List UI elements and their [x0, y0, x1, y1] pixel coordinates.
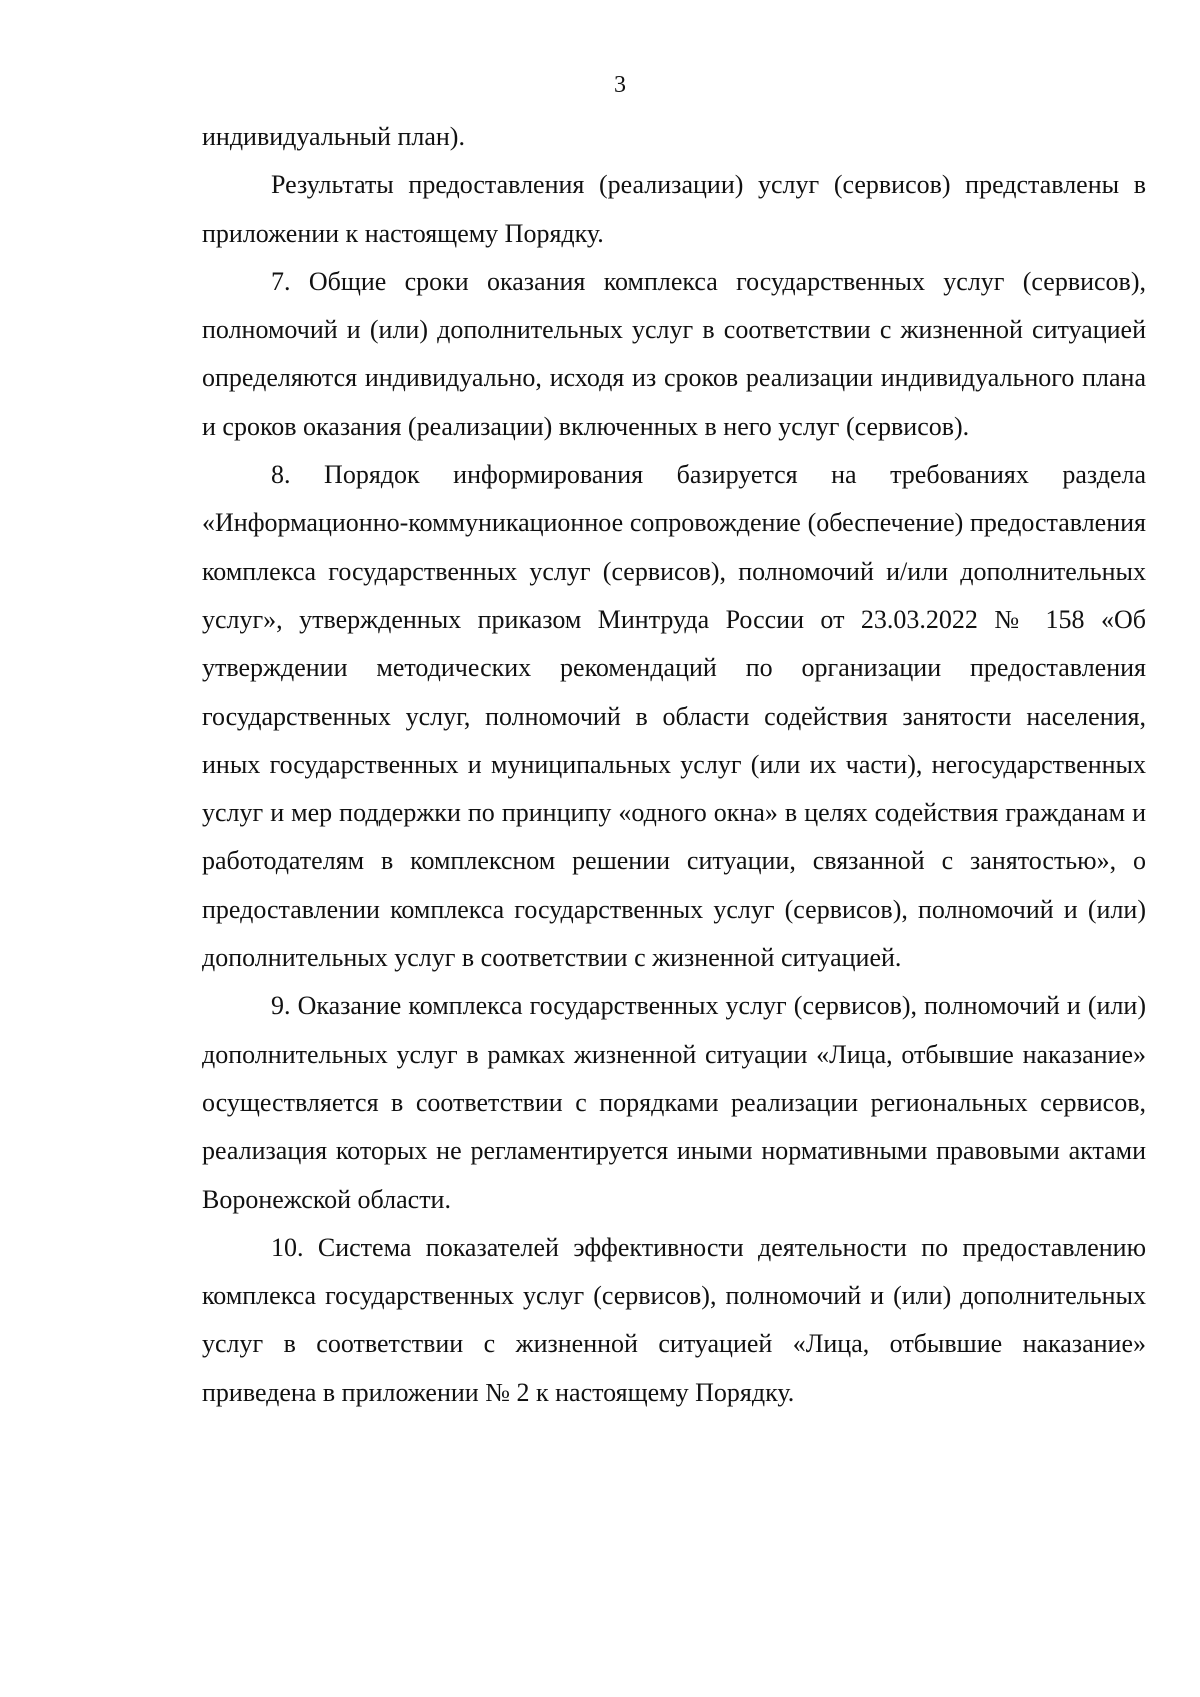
paragraph-results: Результаты предоставления (реализации) услуг (сервисов) представлены в приложении к настоящему Порядку.: [202, 170, 1146, 248]
document-body: [202, 113, 1146, 1417]
paragraph-8-informing: 8. Порядок информирования базируется на требованиях раздела «Информационно-коммуникационное сопровождение (обеспечение) предоставления комплекса государственных услуг (сервисов), полномочий и/или дополнительных услуг», утвержденных приказом Минтруда России от 23.03.2022 № 158 «Об утверждении методических рекомендаций по организации предоставления государственных услуг, полномочий в области содействия занятости населения, иных государственных и муниципальных услуг (или их части), негосударственных услуг и мер поддержки по принципу «одного окна» в целях содействия гражданам и работодателям в комплексном решении ситуации, связанной с занятостью», о предоставлении комплекса государственных услуг (сервисов), полномочий и (или) дополнительных услуг в соответствии с жизненной ситуацией.: [202, 460, 1146, 973]
paragraph-continuation: индивидуальный план).: [202, 122, 465, 151]
paragraph-9-provision: 9. Оказание комплекса государственных услуг (сервисов), полномочий и (или) дополнительных услуг в рамках жизненной ситуации «Лица, отбывшие наказание» осуществляется в соответствии с порядками реализации региональных сервисов, реализация которых не регламентируется иными нормативными правовыми актами Воронежской области.: [202, 991, 1146, 1214]
page-number: 3: [614, 72, 626, 98]
paragraph-7-terms: 7. Общие сроки оказания комплекса государственных услуг (сервисов), полномочий и (или) дополнительных услуг в соответствии с жизненной ситуацией определяются индивидуально, исходя из сроков реализации индивидуального плана и сроков оказания (реализации) включенных в него услуг (сервисов).: [202, 266, 1146, 441]
paragraph-10-indicators: 10. Система показателей эффективности деятельности по предоставлению комплекса государственных услуг (сервисов), полномочий и (или) дополнительных услуг в соответствии с жизненной ситуацией «Лица, отбывшие наказание» приведена в приложении № 2 к настоящему Порядку.: [202, 1232, 1146, 1407]
